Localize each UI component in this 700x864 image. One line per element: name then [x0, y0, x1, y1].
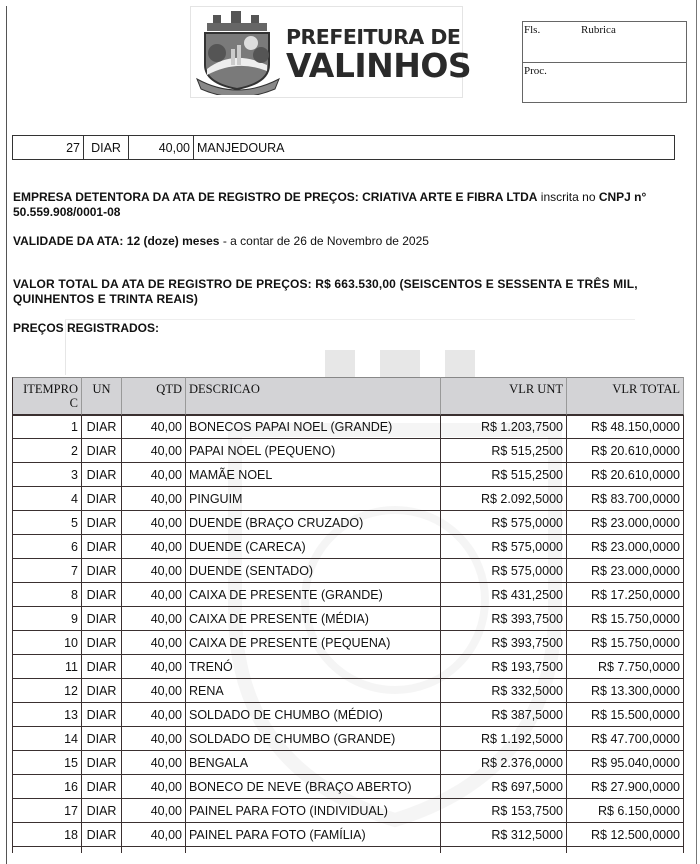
cell-qty: 40,00	[122, 607, 186, 631]
cell-total-price: R$ 23.000,0000	[567, 559, 684, 583]
cell-description: DUENDE (SENTADO)	[186, 559, 441, 583]
cell-unit-price: R$ 312,5000	[441, 823, 567, 847]
proc-label: Proc.	[524, 65, 547, 77]
cell-description: RENA	[186, 679, 441, 703]
cell-description: PAINEL PARA FOTO (FAMÍLIA)	[186, 823, 441, 847]
page-border	[696, 0, 697, 864]
fls-label: Fls.	[524, 24, 541, 36]
cell-qty: 40,00	[122, 511, 186, 535]
table-row	[12, 535, 684, 559]
prefeitura-logo	[190, 6, 472, 98]
table-row	[12, 775, 684, 799]
table-row	[12, 823, 684, 847]
cell-description: BONECO DE NEVE (BRAÇO ABERTO)	[186, 775, 441, 799]
company-mid-text: inscrita no	[537, 190, 599, 204]
cell-qty: 40,00	[122, 463, 186, 487]
cell-item: 17	[12, 799, 82, 823]
logo-text	[286, 25, 472, 85]
cell-unit-price: R$ 575,0000	[441, 511, 567, 535]
cell-total-price: R$ 17.250,0000	[567, 583, 684, 607]
cell-description: MAMÃE NOEL	[186, 463, 441, 487]
cell-total-price: R$ 6.150,0000	[567, 799, 684, 823]
cell-unit-price: R$ 697,5000	[441, 775, 567, 799]
cell-qty: 40,00	[122, 751, 186, 775]
cell-qty: 40,00	[122, 631, 186, 655]
table-row	[12, 487, 684, 511]
cell-unit: DIAR	[82, 655, 122, 679]
validity-label: VALIDADE DA ATA: 12 (doze) meses	[13, 234, 220, 248]
cell-item: 2	[12, 439, 82, 463]
cell-unit-price: R$ 2.092,5000	[441, 487, 567, 511]
cell-item: 18	[12, 823, 82, 847]
cell-description: PAINEL PARA FOTO (INDIVIDUAL)	[186, 799, 441, 823]
cell-description: DUENDE (CARECA)	[186, 535, 441, 559]
rubrica-label: Rubrica	[581, 24, 616, 36]
logo-line2: VALINHOS	[286, 45, 472, 85]
cell-description: TRENÓ	[186, 655, 441, 679]
cell-qty: 40,00	[122, 559, 186, 583]
cell-unit: DIAR	[82, 607, 122, 631]
column-header-vlr-unt: VLR UNT	[441, 377, 567, 415]
cell-description: SOLDADO DE CHUMBO (GRANDE)	[186, 727, 441, 751]
cell-unit-price: R$ 431,2500	[441, 583, 567, 607]
table-row	[12, 703, 684, 727]
cell-total-price: R$ 12.500,0000	[567, 823, 684, 847]
cell-item: 5	[12, 511, 82, 535]
empty-cell	[122, 847, 186, 853]
cell-unit: DIAR	[82, 439, 122, 463]
cell-qty: 40,00	[122, 415, 186, 439]
cell-unit: DIAR	[82, 775, 122, 799]
cell-qty: 40,00	[122, 703, 186, 727]
cell-total-price: R$ 23.000,0000	[567, 535, 684, 559]
table-row-cutoff	[12, 847, 684, 853]
cell-unit: DIAR	[82, 823, 122, 847]
cell-description: PINGUIM	[186, 487, 441, 511]
cell-unit: DIAR	[82, 415, 122, 439]
cell-unit: DIAR	[82, 679, 122, 703]
cell-total-price: R$ 15.750,0000	[567, 631, 684, 655]
cell-total-price: R$ 47.700,0000	[567, 727, 684, 751]
table-row	[12, 679, 684, 703]
previous-item-row	[12, 135, 675, 160]
total-value-paragraph: VALOR TOTAL DA ATA DE REGISTRO DE PREÇOS: R$ 663.530,00 (SEISCENTOS E SESSENTA E TRÊS MIL, QUINHENTOS E TRINTA REAIS)	[13, 277, 638, 306]
cell-unit: DIAR	[82, 535, 122, 559]
coat-of-arms-icon	[193, 9, 285, 95]
cell-qty: 40,00	[122, 655, 186, 679]
cell-qty: 40,00	[122, 535, 186, 559]
cell-description: DUENDE (BRAÇO CRUZADO)	[186, 511, 441, 535]
cell-unit-price: R$ 1.192,5000	[441, 727, 567, 751]
cell-unit-price: R$ 575,0000	[441, 559, 567, 583]
cell-item: 12	[12, 679, 82, 703]
cell-unit: DIAR	[82, 631, 122, 655]
cell-unit: DIAR	[82, 487, 122, 511]
cell-total-price: R$ 15.750,0000	[567, 607, 684, 631]
cell-item: 11	[12, 655, 82, 679]
item-unit: DIAR	[84, 136, 129, 159]
column-header-qtd: QTD	[122, 377, 186, 415]
empty-cell	[82, 847, 122, 853]
company-paragraph	[13, 190, 683, 220]
column-header-descricao: DESCRICAO	[186, 377, 441, 415]
cell-unit-price: R$ 387,5000	[441, 703, 567, 727]
cell-item: 16	[12, 775, 82, 799]
cell-qty: 40,00	[122, 679, 186, 703]
company-cnpj: CNPJ n° 50.559.908/0001-08	[13, 190, 647, 219]
cell-total-price: R$ 20.610,0000	[567, 463, 684, 487]
cell-unit-price: R$ 515,2500	[441, 439, 567, 463]
cell-unit: DIAR	[82, 463, 122, 487]
protocol-stamp-box	[522, 21, 687, 103]
column-header-un: UN	[82, 377, 122, 415]
cell-unit: DIAR	[82, 583, 122, 607]
cell-unit: DIAR	[82, 559, 122, 583]
cell-qty: 40,00	[122, 775, 186, 799]
table-row	[12, 727, 684, 751]
cell-qty: 40,00	[122, 823, 186, 847]
table-row	[12, 799, 684, 823]
cell-unit-price: R$ 575,0000	[441, 535, 567, 559]
cell-unit: DIAR	[82, 511, 122, 535]
empty-cell	[441, 847, 567, 853]
cell-total-price: R$ 7.750,0000	[567, 655, 684, 679]
logo-line1: PREFEITURA DE	[286, 25, 461, 49]
cell-item: 13	[12, 703, 82, 727]
item-description: MANJEDOURA	[197, 140, 285, 155]
cell-unit: DIAR	[82, 799, 122, 823]
item-number: 27	[13, 136, 84, 159]
table-row	[12, 583, 684, 607]
cell-item: 1	[12, 415, 82, 439]
column-header-vlr-total: VLR TOTAL	[567, 377, 684, 415]
empty-cell	[567, 847, 684, 853]
table-row	[12, 559, 684, 583]
table-row	[12, 751, 684, 775]
prices-heading: PREÇOS REGISTRADOS:	[13, 321, 160, 335]
table-row	[12, 415, 684, 439]
table-row	[12, 439, 684, 463]
cell-item: 7	[12, 559, 82, 583]
company-name: EMPRESA DETENTORA DA ATA DE REGISTRO DE PREÇOS: CRIATIVA ARTE E FIBRA LTDA	[13, 190, 538, 204]
cell-unit-price: R$ 332,5000	[441, 679, 567, 703]
cell-unit-price: R$ 153,7500	[441, 799, 567, 823]
cell-unit-price: R$ 1.203,7500	[441, 415, 567, 439]
table-row	[12, 463, 684, 487]
cell-description: BENGALA	[186, 751, 441, 775]
cell-description: CAIXA DE PRESENTE (PEQUENA)	[186, 631, 441, 655]
cell-qty: 40,00	[122, 799, 186, 823]
cell-total-price: R$ 83.700,0000	[567, 487, 684, 511]
table-row	[12, 631, 684, 655]
cell-total-price: R$ 15.500,0000	[567, 703, 684, 727]
cell-description: CAIXA DE PRESENTE (MÉDIA)	[186, 607, 441, 631]
cell-total-price: R$ 48.150,0000	[567, 415, 684, 439]
cell-item: 3	[12, 463, 82, 487]
divider	[65, 319, 635, 320]
cell-qty: 40,00	[122, 583, 186, 607]
page-border	[6, 6, 7, 864]
empty-cell	[12, 847, 82, 853]
cell-description: SOLDADO DE CHUMBO (MÉDIO)	[186, 703, 441, 727]
cell-total-price: R$ 23.000,0000	[567, 511, 684, 535]
cell-total-price: R$ 20.610,0000	[567, 439, 684, 463]
cell-item: 8	[12, 583, 82, 607]
item-qty: 40,00	[129, 136, 194, 159]
table-row	[12, 655, 684, 679]
cell-total-price: R$ 13.300,0000	[567, 679, 684, 703]
cell-unit: DIAR	[82, 751, 122, 775]
cell-total-price: R$ 27.900,0000	[567, 775, 684, 799]
cell-item: 6	[12, 535, 82, 559]
cell-unit-price: R$ 393,7500	[441, 607, 567, 631]
cell-item: 9	[12, 607, 82, 631]
table-header-row	[12, 377, 684, 415]
validity-rest: - a contar de 26 de Novembro de 2025	[219, 234, 429, 248]
cell-qty: 40,00	[122, 727, 186, 751]
cell-description: CAIXA DE PRESENTE (GRANDE)	[186, 583, 441, 607]
cell-unit: DIAR	[82, 727, 122, 751]
validity-paragraph	[13, 234, 683, 249]
cell-unit-price: R$ 2.376,0000	[441, 751, 567, 775]
registered-prices-table	[12, 377, 684, 853]
table-row	[12, 511, 684, 535]
cell-qty: 40,00	[122, 487, 186, 511]
cell-description: BONECOS PAPAI NOEL (GRANDE)	[186, 415, 441, 439]
empty-cell	[186, 847, 441, 853]
cell-description: PAPAI NOEL (PEQUENO)	[186, 439, 441, 463]
cell-unit-price: R$ 515,2500	[441, 463, 567, 487]
cell-unit: DIAR	[82, 703, 122, 727]
cell-total-price: R$ 95.040,0000	[567, 751, 684, 775]
cell-item: 4	[12, 487, 82, 511]
cell-item: 10	[12, 631, 82, 655]
cell-qty: 40,00	[122, 439, 186, 463]
cell-item: 15	[12, 751, 82, 775]
table-row	[12, 607, 684, 631]
cell-unit-price: R$ 193,7500	[441, 655, 567, 679]
cell-unit-price: R$ 393,7500	[441, 631, 567, 655]
column-header-item: ITEMPRO C	[12, 377, 82, 415]
cell-item: 14	[12, 727, 82, 751]
